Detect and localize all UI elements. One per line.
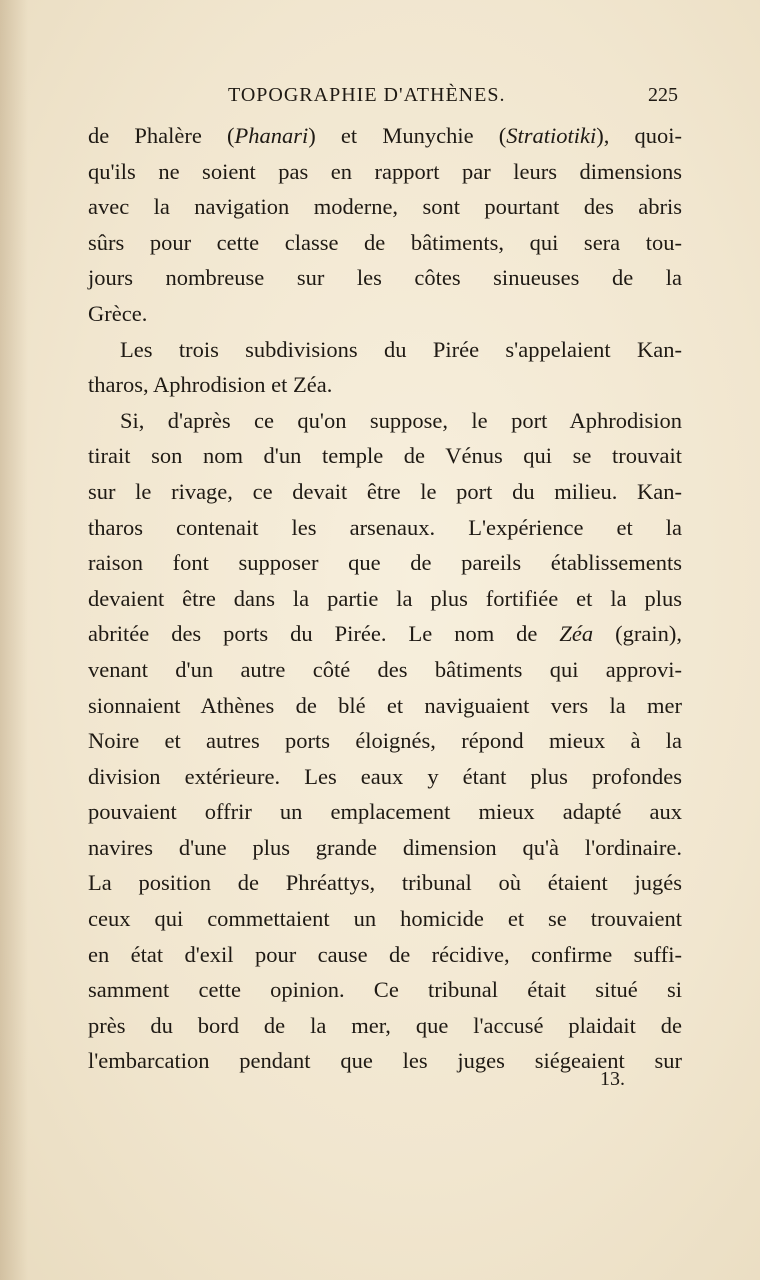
text-line: sur le rivage, ce devait être le port du milieu. Kan-: [88, 478, 682, 504]
text-line: avec la navigation moderne, sont pourtant des abris: [88, 194, 682, 220]
page-number: 225: [648, 84, 678, 106]
text-line: venant d'un autre côté des bâtiments qui approvi-: [88, 656, 682, 682]
italic-place-name: Stratiotiki: [506, 123, 597, 148]
text-line: ceux qui commettaient un homicide et se trouvaient: [88, 906, 682, 932]
text-line: sûrs pour cette classe de bâtiments, qui sera tou-: [88, 229, 682, 255]
text-line: samment cette opinion. Ce tribunal était situé si: [88, 977, 682, 1003]
body-text: [88, 118, 682, 1079]
text-line: près du bord de la mer, que l'accusé plaidait de: [88, 1012, 682, 1038]
text-line: l'embarcation pendant que les juges siégeaient sur: [88, 1048, 682, 1074]
text-line: devaient être dans la partie la plus fortifiée et la plus: [88, 585, 682, 611]
text-line: tirait son nom d'un temple de Vénus qui se trouvait: [88, 443, 682, 469]
text-fragment: (grain),: [593, 621, 682, 647]
text-line: Grèce.: [88, 300, 148, 326]
text-line: [88, 616, 682, 652]
text-line: Si, d'après ce qu'on suppose, le port Aphrodision: [120, 407, 682, 433]
text-line: sionnaient Athènes de blé et naviguaient vers la mer: [88, 692, 682, 718]
text-line: La position de Phréattys, tribunal où étaient jugés: [88, 870, 682, 896]
running-title: TOPOGRAPHIE D'ATHÈNES.: [228, 84, 506, 106]
text-line: Les trois subdivisions du Pirée s'appelaient Kan-: [120, 336, 682, 362]
text-line: jours nombreuse sur les côtes sinueuses de la: [88, 265, 682, 291]
text-line: qu'ils ne soient pas en rapport par leurs dimensions: [88, 158, 682, 184]
text-fragment: ), quoi-: [596, 123, 682, 148]
text-line: division extérieure. Les eaux y étant plus profondes: [88, 763, 682, 789]
text-line: pouvaient offrir un emplacement mieux adapté aux: [88, 799, 682, 825]
italic-place-name: Phanari: [234, 123, 309, 148]
text-line: en état d'exil pour cause de récidive, confirme suffi-: [88, 941, 682, 967]
text-line: raison font supposer que de pareils établissements: [88, 550, 682, 576]
text-line: tharos contenait les arsenaux. L'expérience et la: [88, 514, 682, 540]
signature-mark: 13.: [600, 1068, 625, 1090]
text-line: navires d'une plus grande dimension qu'à l'ordinaire.: [88, 834, 682, 860]
italic-term: Zéa: [559, 621, 594, 647]
text-fragment: ) et Munychie (: [308, 123, 507, 148]
text-fragment: de Phalère (: [88, 123, 235, 148]
text-line: tharos, Aphrodision et Zéa.: [88, 372, 333, 398]
text-line: [88, 118, 682, 154]
page-header: [88, 84, 678, 114]
text-fragment: abritée des ports du Pirée. Le nom de: [88, 621, 560, 647]
text-line: Noire et autres ports éloignés, répond mieux à la: [88, 728, 682, 754]
